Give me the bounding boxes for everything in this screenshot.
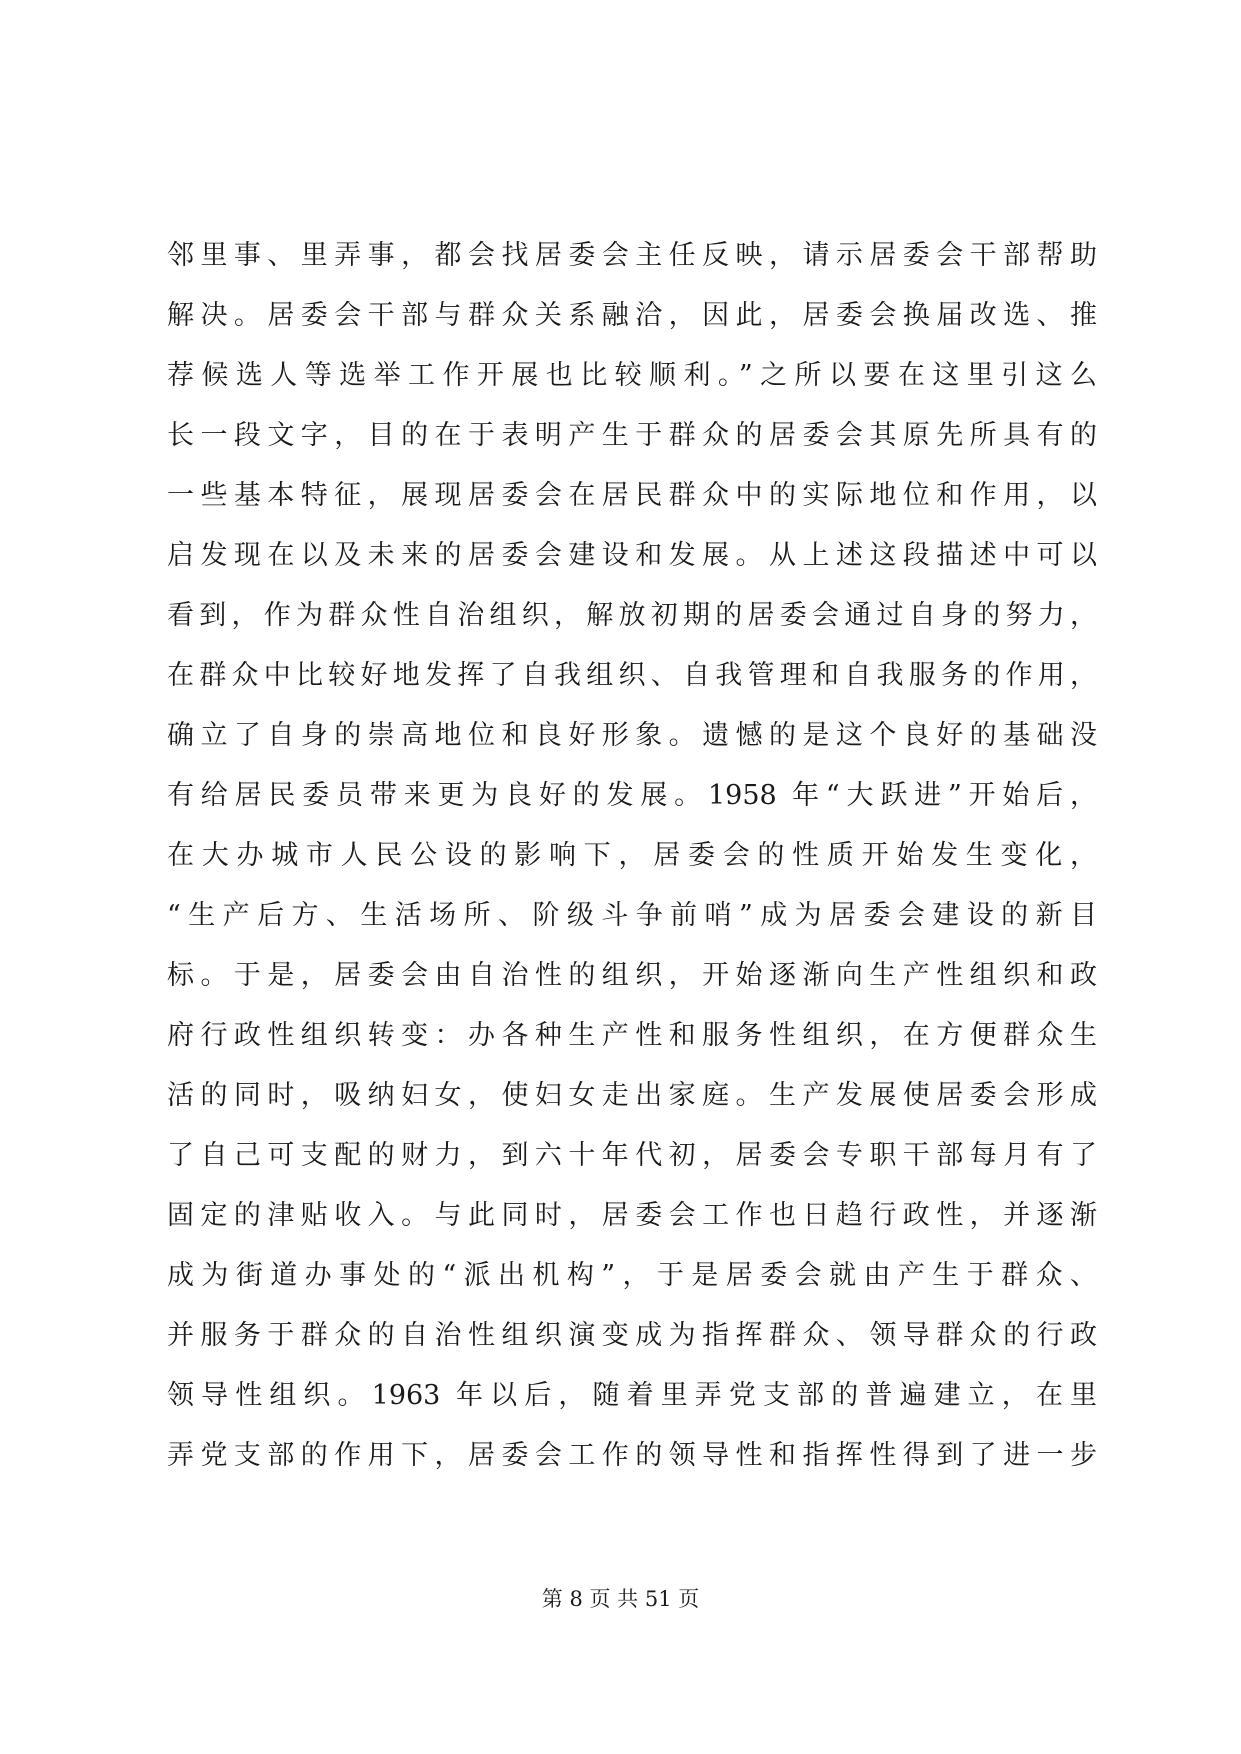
text-line: 解决。居委会干部与群众关系融洽，因此，居委会换届改选、推 bbox=[167, 300, 1097, 331]
page-number-footer: 第 8 页 共 51 页 bbox=[541, 1587, 700, 1611]
text-line: 长一段文字，目的在于表明产生于群众的居委会其原先所具有的 bbox=[167, 420, 1097, 451]
text-line: 府行政性组织转变：办各种生产性和服务性组织，在方便群众生 bbox=[167, 1020, 1097, 1051]
text-line: 一些基本特征，展现居委会在居民群众中的实际地位和作用，以 bbox=[167, 480, 1097, 511]
text-line: 荐候选人等选举工作开展也比较顺利。”之所以要在这里引这么 bbox=[167, 360, 1097, 391]
text-line: 有给居民委员带来更为良好的发展。1958 年“大跃进”开始后， bbox=[167, 780, 1097, 811]
text-line: 了自己可支配的财力，到六十年代初，居委会专职干部每月有了 bbox=[167, 1140, 1097, 1171]
text-line: 在群众中比较好地发挥了自我组织、自我管理和自我服务的作用， bbox=[167, 660, 1097, 691]
text-line: 启发现在以及未来的居委会建设和发展。从上述这段描述中可以 bbox=[167, 540, 1097, 571]
text-line: 并服务于群众的自治性组织演变成为指挥群众、领导群众的行政 bbox=[167, 1320, 1097, 1351]
text-line: 标。于是，居委会由自治性的组织，开始逐渐向生产性组织和政 bbox=[167, 960, 1097, 991]
text-line: 固定的津贴收入。与此同时，居委会工作也日趋行政性，并逐渐 bbox=[167, 1200, 1097, 1231]
text-line: 领导性组织。1963 年以后，随着里弄党支部的普遍建立，在里 bbox=[167, 1380, 1097, 1411]
text-line: 在大办城市人民公设的影响下，居委会的性质开始发生变化， bbox=[167, 840, 1097, 871]
body-text bbox=[167, 226, 1097, 1486]
text-line: “生产后方、生活场所、阶级斗争前哨”成为居委会建设的新目 bbox=[167, 900, 1097, 931]
text-line: 看到，作为群众性自治组织，解放初期的居委会通过自身的努力， bbox=[167, 600, 1097, 631]
text-line: 成为街道办事处的“派出机构”，于是居委会就由产生于群众、 bbox=[167, 1260, 1097, 1291]
text-line: 确立了自身的崇高地位和良好形象。遗憾的是这个良好的基础没 bbox=[167, 720, 1097, 751]
text-line: 邻里事、里弄事，都会找居委会主任反映，请示居委会干部帮助 bbox=[167, 240, 1097, 271]
text-line: 弄党支部的作用下，居委会工作的领导性和指挥性得到了进一步 bbox=[167, 1440, 1097, 1471]
text-line: 活的同时，吸纳妇女，使妇女走出家庭。生产发展使居委会形成 bbox=[167, 1080, 1097, 1111]
